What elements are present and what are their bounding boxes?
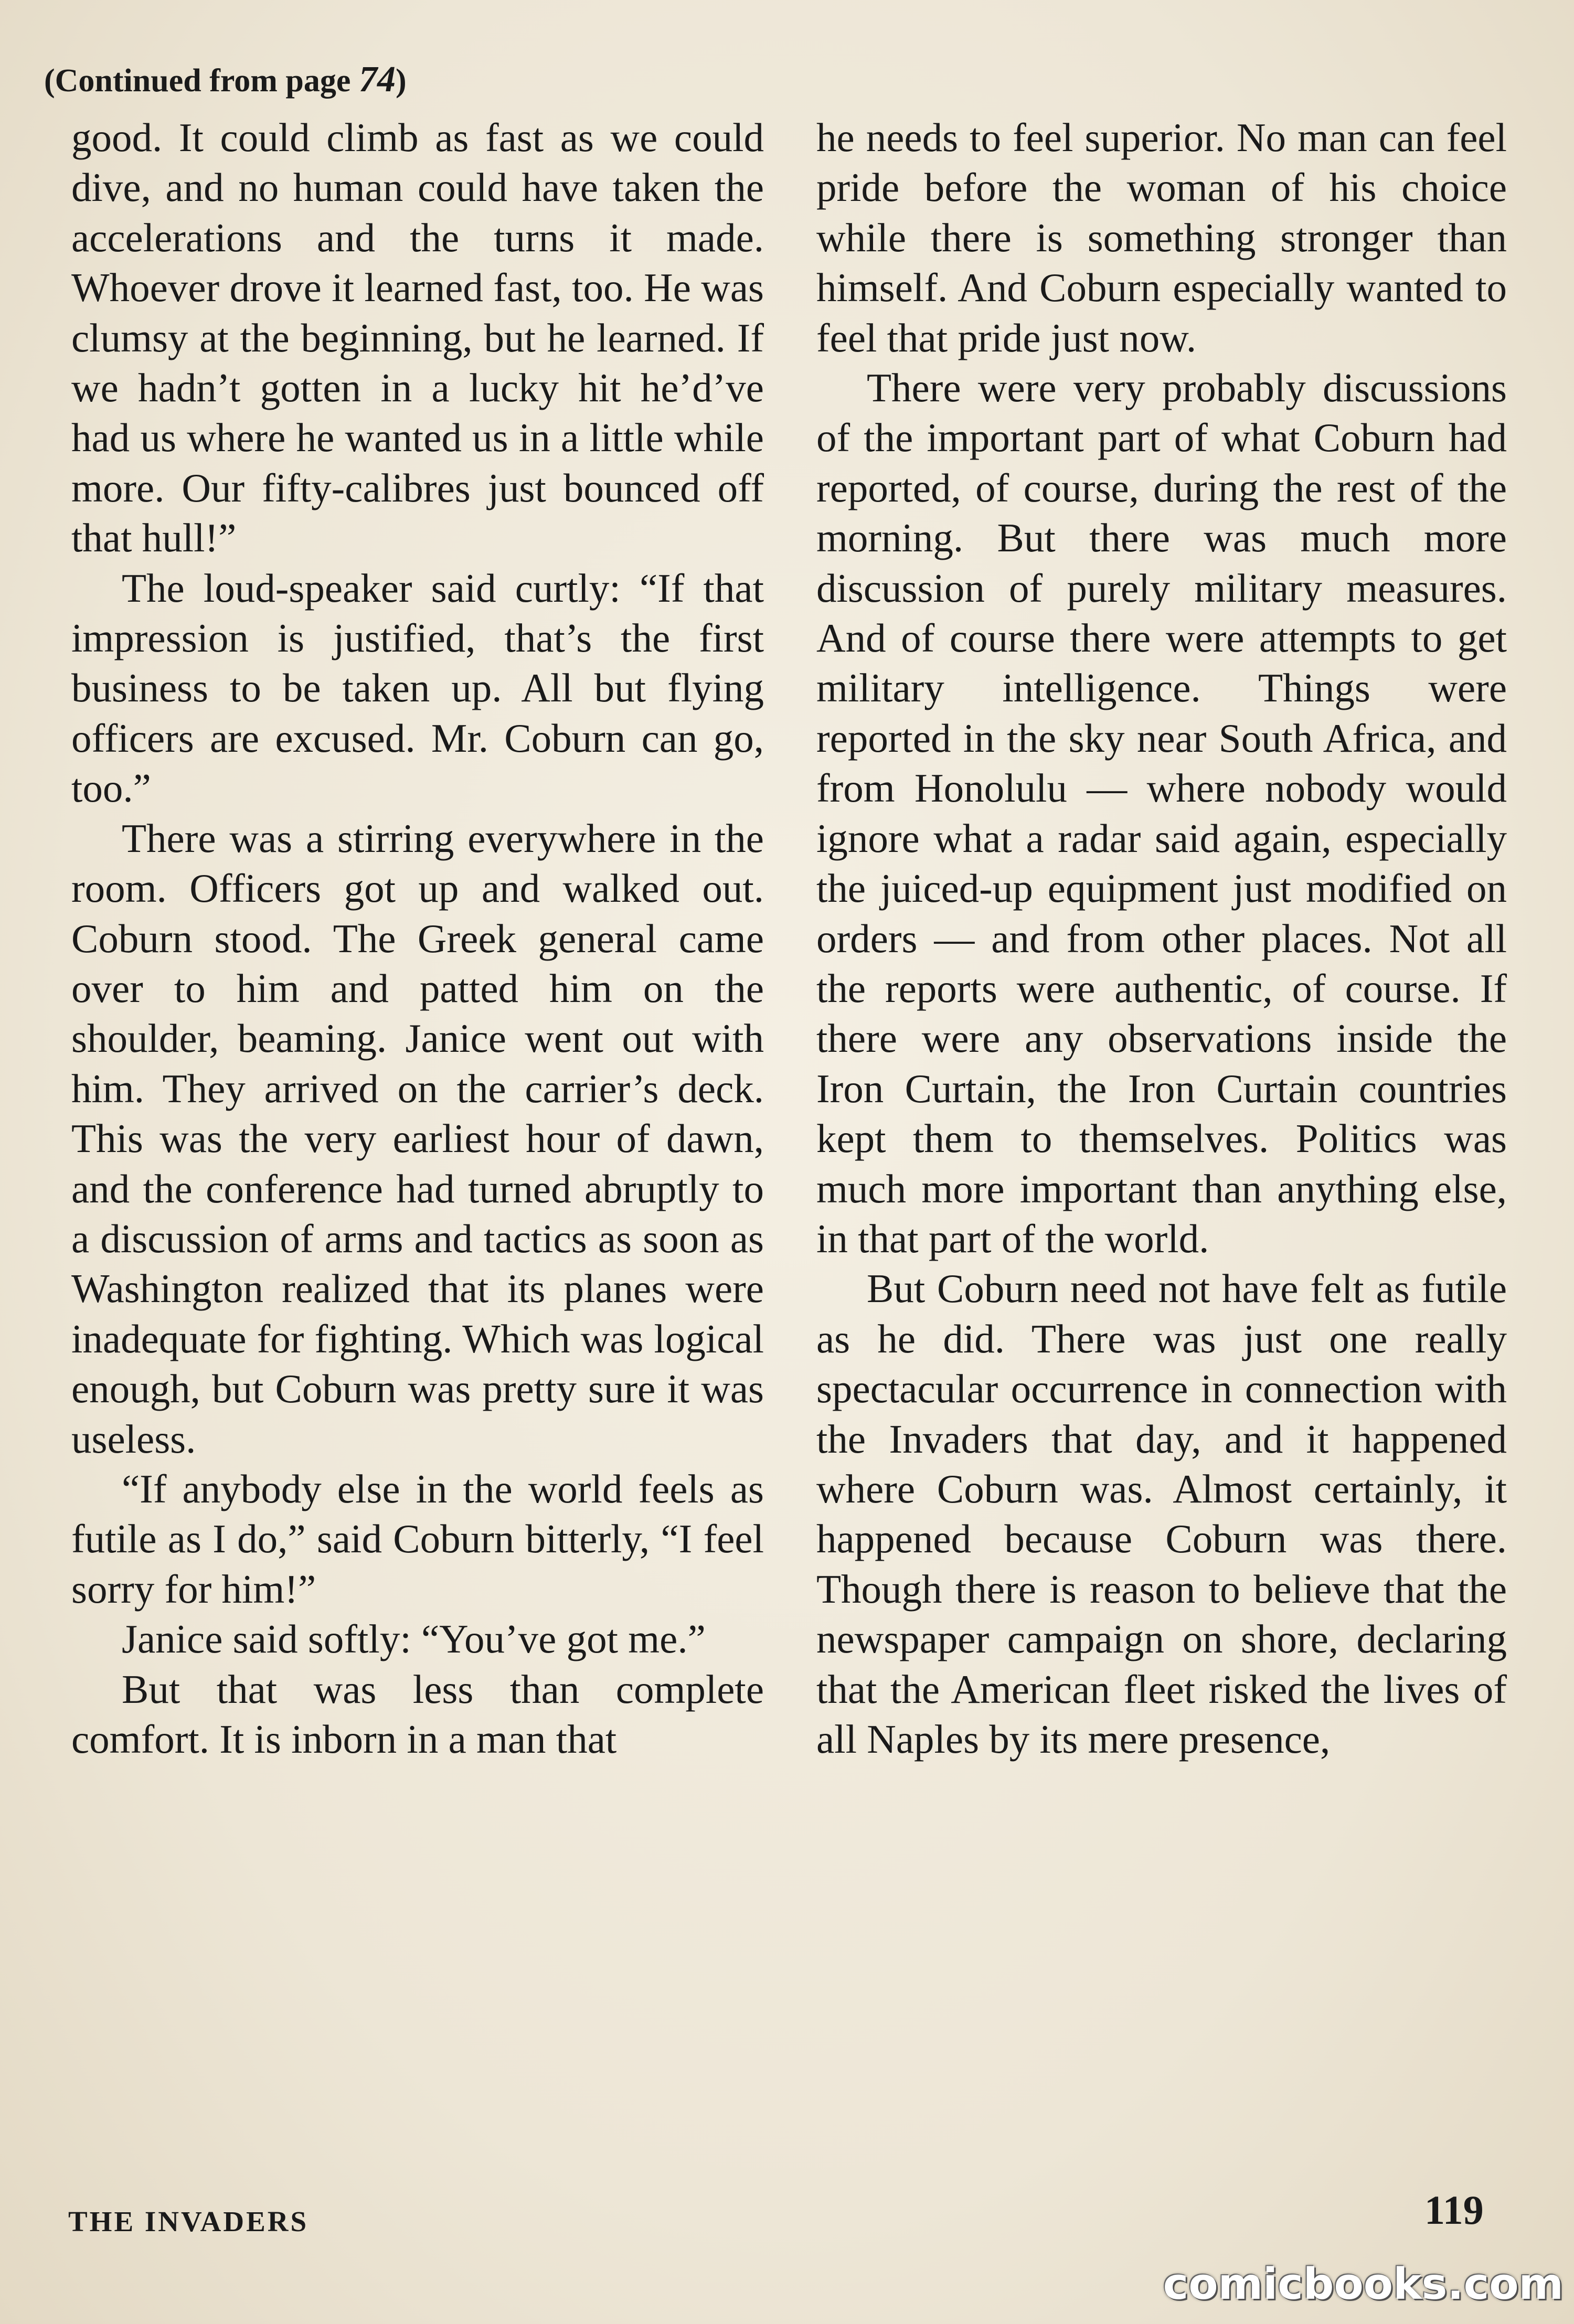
continued-note [44,59,407,102]
paragraph: But that was less than complete comfort. It is inborn in a man that [71,1666,764,1762]
paragraph: But Coburn need not have felt as futile as he did. There was just one really spectacular occurrence in connection with the Invaders that day, and it happened where Coburn was. Almost certainly, it happened because Coburn was there. Though there is reason to believe that the newspaper campaign on shore, declaring that the American fleet risked the lives of all Naples by its mere presence, [816,1266,1507,1762]
paragraph: The loud-speaker said curtly: “If that impression is justified, that’s the first business to be taken up. All but flying officers are excused. Mr. Coburn can go, too.” [71,565,764,811]
text-column-left [71,113,764,1764]
continued-page-number: 74 [358,59,396,100]
paragraph: he needs to feel superior. No man can feel pride before the woman of his choice while there is something stronger than himself. And Coburn especially wanted to feel that pride just now. [816,115,1507,360]
running-title: THE INVADERS [68,2205,309,2237]
paragraph: good. It could climb as fast as we could dive, and no human could have taken the accelerations and the turns it made. Whoever drove it learned fast, too. He was clumsy at the beginning, but he learned. If we hadn’t gotten in a lucky hit he’d’ve had us where he wanted us in a little while more. Our fifty-calibres just bounced off that hull!” [71,115,764,561]
continued-suffix: ) [395,63,407,99]
site-watermark: comicbooks.com [1163,2259,1564,2309]
paragraph: “If anybody else in the world feels as futile as I do,” said Coburn bitterly, “I feel sorry for him!” [71,1466,764,1612]
text-column-right [816,113,1507,1764]
continued-prefix: (Continued from page [44,63,359,99]
paragraph: Janice said softly: “You’ve got me.” [122,1616,706,1662]
paragraph: There were very probably discussions of the important part of what Coburn had reported, of course, during the rest of the morning. But there was much more discussion of purely military measures. And of course there were attempts to get military intelligence. Things were reported in the sky near South Africa, and from Honolulu — where nobody would ignore what a radar said again, especially the juiced-up equipment just modified on orders — and from other places. Not all the reports were authentic, of course. If there were any observations inside the Iron Curtain, the Iron Curtain countries kept them to themselves. Politics was much more important than anything else, in that part of the world. [816,365,1507,1261]
paragraph: There was a stirring everywhere in the room. Officers got up and walked out. Coburn stood. The Greek general came over to him and patted him on the shoulder, beaming. Janice went out with him. They arrived on the carrier’s deck. This was the very earliest hour of dawn, and the conference had turned abruptly to a discussion of arms and tactics as soon as Washington realized that its planes were inadequate for fighting. Which was logical enough, but Coburn was pretty sure it was useless. [71,815,764,1462]
page-number: 119 [1424,2187,1484,2233]
